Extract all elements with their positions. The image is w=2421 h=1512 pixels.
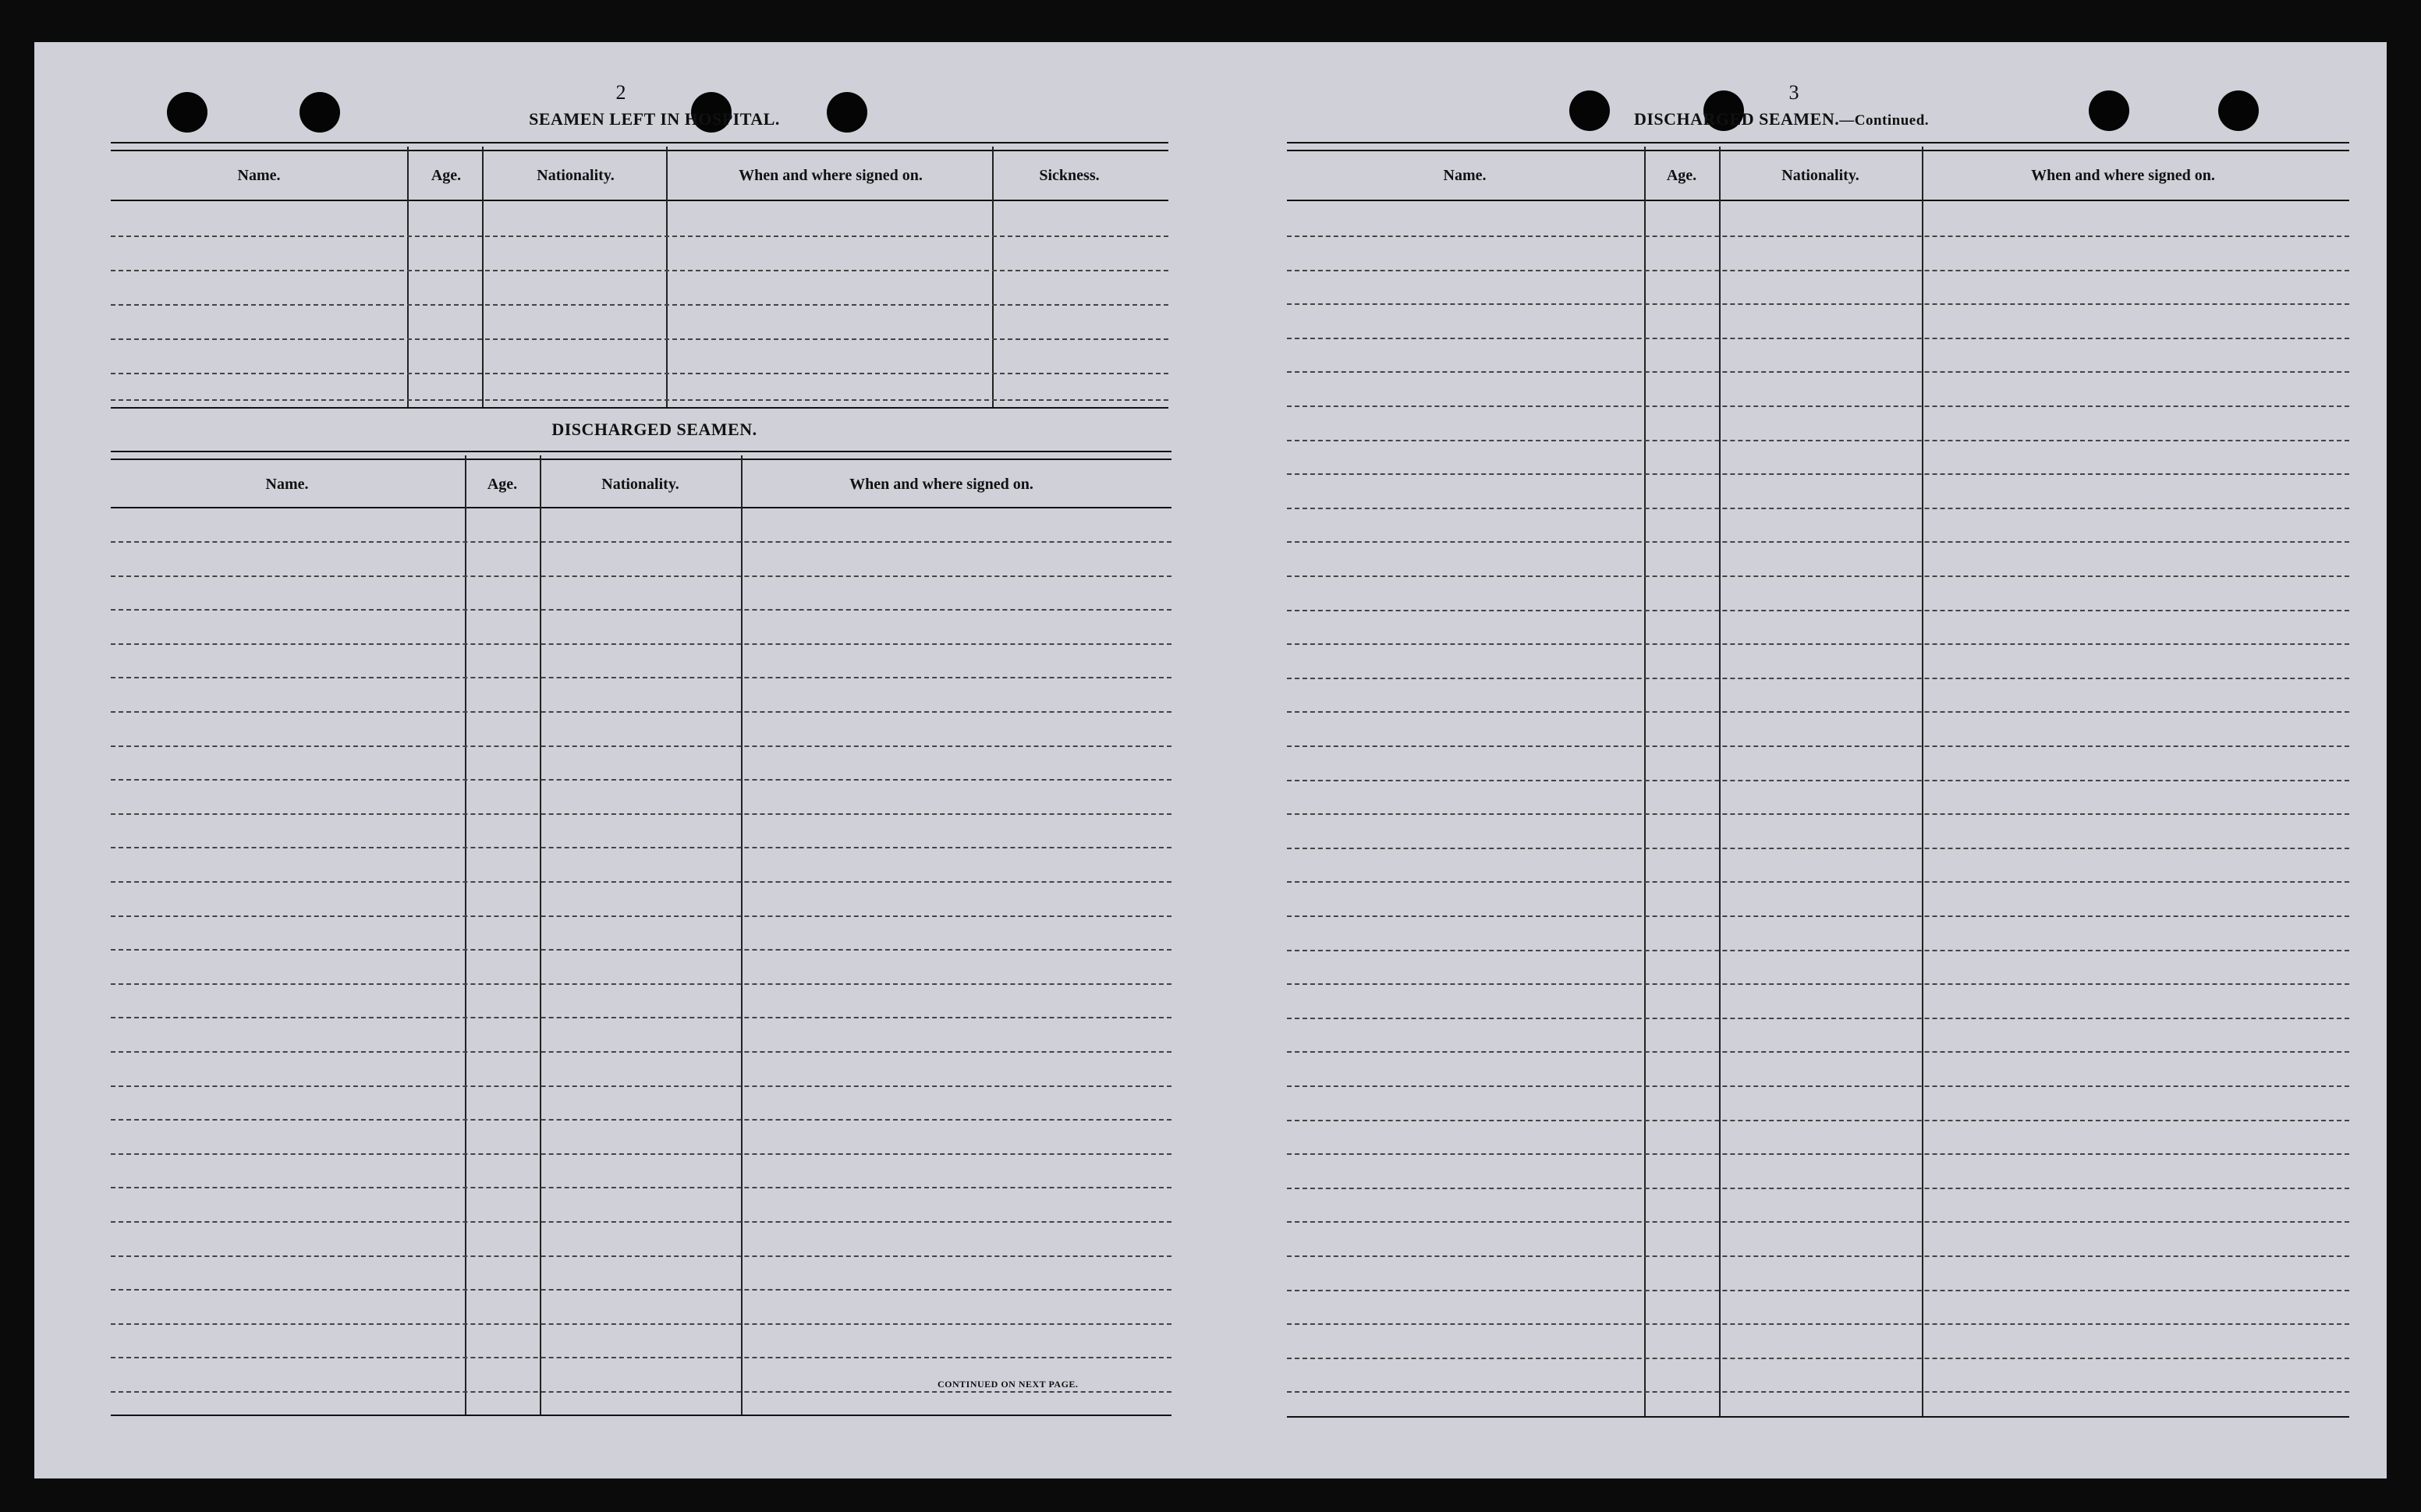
- ruled-line: [111, 541, 1172, 543]
- column-header-age: Age.: [431, 167, 462, 184]
- ruled-line: [1287, 1290, 2349, 1291]
- punch-hole-icon: [167, 92, 207, 133]
- ruled-line: [1287, 610, 2349, 611]
- title-main: DISCHARGED SEAMEN.: [1633, 109, 1840, 129]
- ruled-line: [111, 1187, 1172, 1188]
- column-header-signed-on: When and where signed on.: [2031, 167, 2215, 184]
- ruled-line: [1287, 235, 2349, 237]
- ruled-line: [111, 1153, 1172, 1155]
- ruled-line: [1287, 1120, 2349, 1121]
- ruled-line: [1287, 1188, 2349, 1189]
- ruled-line: [1287, 950, 2349, 951]
- ruled-line: [1287, 848, 2349, 849]
- ruled-line: [111, 1119, 1172, 1121]
- column-header-name: Name.: [265, 476, 309, 493]
- ruled-line: [111, 813, 1172, 815]
- column-header-sickness: Sickness.: [1039, 167, 1100, 184]
- ruled-line: [111, 711, 1172, 713]
- ruled-line: [1287, 983, 2349, 985]
- ruled-line: [111, 1391, 1172, 1393]
- ruled-line: [1287, 371, 2349, 373]
- ruled-line: [1287, 1323, 2349, 1325]
- ruled-line: [111, 983, 1172, 985]
- ruled-line: [1287, 711, 2349, 713]
- ruled-line: [1287, 440, 2349, 441]
- ruled-line: [1287, 1018, 2349, 1019]
- ruled-line: [1287, 405, 2349, 407]
- hospital-table: [111, 142, 1168, 462]
- ruled-line: [1287, 1391, 2349, 1393]
- ruled-line: [111, 609, 1172, 611]
- ruled-line: [1287, 575, 2349, 577]
- discharged-continued-title: [1618, 109, 1945, 129]
- ruled-line: [111, 949, 1172, 951]
- discharged-table-right: [1287, 142, 2349, 1422]
- punch-hole-icon: [300, 92, 340, 133]
- page-number-right: 3: [1788, 81, 1799, 104]
- hospital-section-title: SEAMEN LEFT IN HOSPITAL.: [529, 109, 780, 129]
- column-header-name: Name.: [1443, 167, 1487, 184]
- ruled-line: [1287, 1153, 2349, 1155]
- ruled-line: [1287, 270, 2349, 271]
- ruled-line: [111, 1051, 1172, 1053]
- ruled-line: [111, 779, 1172, 781]
- ruled-line: [111, 847, 1172, 848]
- punch-hole-icon: [2218, 90, 2259, 131]
- ruled-line: [1287, 915, 2349, 917]
- discharged-section-title: DISCHARGED SEAMEN.: [551, 420, 757, 439]
- ruled-line: [111, 1289, 1172, 1291]
- ruled-line: [111, 1017, 1172, 1018]
- column-header-nationality: Nationality.: [601, 476, 679, 493]
- ruled-line: [111, 1221, 1172, 1223]
- ruled-line: [111, 1085, 1172, 1087]
- column-header-age: Age.: [487, 476, 518, 493]
- ruled-line: [1287, 1255, 2349, 1257]
- column-header-nationality: Nationality.: [537, 167, 615, 184]
- ruled-line: [1287, 678, 2349, 679]
- ruled-line: [111, 915, 1172, 917]
- punch-hole-icon: [1569, 90, 1610, 131]
- column-header-age: Age.: [1666, 167, 1697, 184]
- ruled-line: [111, 745, 1172, 747]
- ruled-line: [111, 881, 1172, 883]
- ruled-line: [111, 1255, 1172, 1257]
- ruled-line: [1287, 1051, 2349, 1053]
- ruled-line: [1287, 745, 2349, 747]
- ruled-line: [1287, 508, 2349, 509]
- ruled-line: [111, 643, 1172, 645]
- punch-hole-icon: [2089, 90, 2129, 131]
- ruled-line: [1287, 541, 2349, 543]
- page-number-left: 2: [615, 81, 626, 104]
- ruled-line: [1287, 813, 2349, 815]
- column-header-signed-on: When and where signed on.: [739, 167, 923, 184]
- ruled-line: [1287, 1358, 2349, 1359]
- column-header-nationality: Nationality.: [1781, 167, 1859, 184]
- ruled-line: [111, 677, 1172, 678]
- ruled-line: [111, 1323, 1172, 1325]
- ruled-line: [111, 575, 1172, 577]
- ruled-line: [1287, 303, 2349, 305]
- column-header-signed-on: When and where signed on.: [849, 476, 1033, 493]
- ruled-line: [1287, 1221, 2349, 1223]
- continued-footer-note: CONTINUED ON NEXT PAGE.: [938, 1379, 1079, 1390]
- ruled-line: [111, 1357, 1172, 1358]
- ruled-line: [1287, 881, 2349, 883]
- column-header-name: Name.: [237, 167, 281, 184]
- ruled-line: [1287, 473, 2349, 475]
- ruled-line: [1287, 1085, 2349, 1087]
- discharged-table-left: [111, 451, 1172, 1422]
- form-sheet: [34, 42, 2387, 1478]
- ruled-line: [1287, 780, 2349, 781]
- ruled-line: [1287, 338, 2349, 339]
- ruled-line: [1287, 643, 2349, 645]
- title-continued: —Continued.: [1839, 112, 1930, 129]
